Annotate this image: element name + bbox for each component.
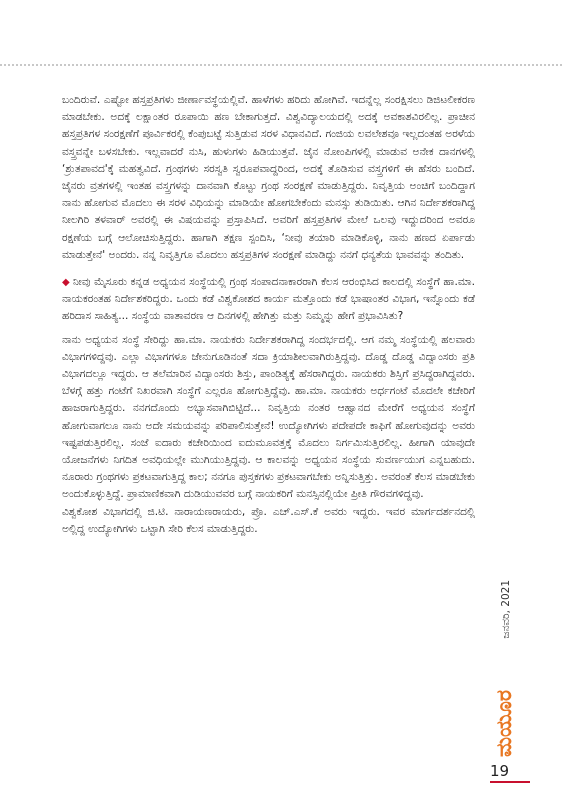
issue-date: ಜನವರಿ, 2021 <box>500 580 512 639</box>
paragraph-answer-3: ವಿಶ್ವಕೋಶ ವಿಭಾಗದಲ್ಲಿ ಜಿ.ಟಿ. ನಾರಾಯಣರಾಯರು, ಪ್ರೊ. ಎಚ್.ಎಸ್.ಕೆ ಅವರು ಇದ್ದರು. ಇವರ ಮಾರ್ಗದರ್ಶನದಲ್ಲಿ ಅಲ್ಲಿದ್ದ ಉದ್ಯೋಗಿಗಳು ಒಟ್ಟಾಗಿ ಸೇರಿ ಕೆಲಸ ಮಾಡುತ್ತಿದ್ದರು. <box>62 505 475 535</box>
question-text: ನೀವು ಮೈಸೂರು ಕನ್ನಡ ಅಧ್ಯಯನ ಸಂಸ್ಥೆಯಲ್ಲಿ ಗ್ರಂಥ ಸಂಪಾದನಾಕಾರರಾಗಿ ಕೆಲಸ ಆರಂಭಿಸಿದ ಕಾಲದಲ್ಲಿ ಸಂಸ್ಥೆಗೆ ಹಾ.ಮಾ. ನಾಯಕರಂತಹ ನಿರ್ದೇಶಕರಿದ್ದರು. ಒಂದು ಕಡೆ ವಿಶ್ವಕೋಶದ ಕಾರ್ಯ ಮತ್ತೊಂದು ಕಡೆ ಭಾಷಾಂತರ ವಿಭಾಗ, ಇನ್ನೊಂದು ಕಡೆ ಹರಿದಾಸ ಸಾಹಿತ್ಯ... ಸಂಸ್ಥೆಯ ವಾತಾವರಣ ಆ ದಿನಗಳಲ್ಲಿ ಹೇಗಿತ್ತು ಮತ್ತು ನಿಮ್ಮನ್ನು ಹೇಗೆ ಪ್ರಭಾವಿಸಿತು? <box>62 276 475 323</box>
page-number-underline <box>490 781 530 783</box>
paragraph-answer-2: ನಾನು ಅಧ್ಯಯನ ಸಂಸ್ಥೆ ಸೇರಿದ್ದು ಹಾ.ಮಾ. ನಾಯಕರು ನಿರ್ದೇಶಕರಾಗಿದ್ದ ಸಂದರ್ಭದಲ್ಲಿ. ಆಗ ನಮ್ಮ ಸಂಸ್ಥೆಯಲ್ಲಿ ಹಲವಾರು ವಿಭಾಗಗಳಿದ್ದವು. ಎಲ್ಲಾ ವಿಭಾಗಗಳೂ ಜೇನುಗೂಡಿನಂತೆ ಸದಾ ಕ್ರಿಯಾಶೀಲವಾಗಿರುತ್ತಿದ್ದವು. ದೊಡ್ಡ ದೊಡ್ಡ ವಿದ್ವಾಂಸರು ಪ್ರತಿ ವಿಭಾಗದಲ್ಲೂ ಇದ್ದರು. ಆ ತಲೆಮಾರಿನ ವಿದ್ವಾಂಸರು ಶಿಸ್ತು, ಪಾಂಡಿತ್ಯಕ್ಕೆ ಹೆಸರಾಗಿದ್ದರು. ನಾಯಕರು ಶಿಸ್ತಿಗೆ ಪ್ರಸಿದ್ಧರಾಗಿದ್ದವರು. ಬೆಳಗ್ಗೆ ಹತ್ತು ಗಂಟೆಗೆ ನಿಖರವಾಗಿ ಸಂಸ್ಥೆಗೆ ಎಲ್ಲರೂ ಹೋಗುತ್ತಿದ್ದೆವು. ಹಾ.ಮಾ. ನಾಯಕರು ಅರ್ಧಗಂಟೆ ಮೊದಲೇ ಕಚೇರಿಗೆ ಹಾಜರಾಗುತ್ತಿದ್ದರು. ನನಗದೊಂದು ಅಭ್ಯಾಸವಾಗಿಬಿಟ್ಟಿದೆ... ನಿವೃತ್ತಿಯ ನಂತರ ಆಹ್ವಾನದ ಮೇರೆಗೆ ಅಧ್ಯಯನ ಸಂಸ್ಥೆಗೆ ಹೋಗುವಾಗಲೂ ನಾನು ಅದೇ ಸಮಯವನ್ನು ಪರಿಪಾಲಿಸುತ್ತೇನೆ! ಉದ್ಯೋಗಿಗಳು ಪದೇಪದೇ ಕಾಫಿಗೆ ಹೋಗುವುದನ್ನು ಅವರು ಇಷ್ಟಪಡುತ್ತಿರಲಿಲ್ಲ. ಸಂಜೆ ಐದಾರು ಕಚೇರಿಯಿಂದ ಐದುಮೂವತ್ತಕ್ಕೆ ಮೊದಲು ನಿರ್ಗಮಿಸುತ್ತಿರಲಿಲ್ಲ. ಹೀಗಾಗಿ ಯಾವುದೇ ಯೋಜನೆಗಳು ನಿಗದಿತ ಅವಧಿಯಲ್ಲೇ ಮುಗಿಯುತ್ತಿದ್ದವು. ಆ ಕಾಲವನ್ನು ಅಧ್ಯಯನ ಸಂಸ್ಥೆಯ ಸುವರ್ಣಯುಗ ಎನ್ನಬಹುದು. ನೂರಾರು ಗ್ರಂಥಗಳು ಪ್ರಕಟವಾಗುತ್ತಿದ್ದ ಕಾಲ; ನನಗೂ ಪುಸ್ತಕಗಳು ಪ್ರಕಟವಾಗಬೇಕು ಅನ್ನಿಸುತ್ತಿತ್ತು. ಅವರಂತೆ ಕೆಲಸ ಮಾಡಬೇಕು ಅಂದುಕೊಳ್ಳುತ್ತಿದ್ದೆ. ಪ್ರಾಮಾಣಿಕವಾಗಿ ದುಡಿಯುವವರ ಬಗ್ಗೆ ನಾಯಕರಿಗೆ ಮನಸ್ಸಿನಲ್ಲಿಯೇ ಪ್ರೀತಿ ಗೌರವಗಳಿದ್ದವು. <box>62 333 475 501</box>
top-dotted-divider <box>0 64 562 66</box>
diamond-bullet-icon: ◆ <box>62 277 70 289</box>
page-number: 19 <box>490 762 510 780</box>
paragraph-answer-1: ಬಂದಿರುವೆ. ಎಷ್ಟೋ ಹಸ್ತಪ್ರತಿಗಳು ಜೀರ್ಣಾವಸ್ಥೆಯಲ್ಲಿವೆ. ಹಾಳೆಗಳು ಹರಿದು ಹೋಗಿವೆ. ಇದನ್ನೆಲ್ಲ ಸಂರಕ್ಷಿಸಲು ಡಿಜಿಟಲೀಕರಣ ಮಾಡಬೇಕು. ಅದಕ್ಕೆ ಲಕ್ಷಾಂತರ ರೂಪಾಯಿ ಹಣ ಬೇಕಾಗುತ್ತದೆ. ವಿಶ್ವವಿದ್ಯಾಲಯದಲ್ಲಿ ಅದಕ್ಕೆ ಅವಕಾಶವಿರಲಿಲ್ಲ. ಪ್ರಾಚೀನ ಹಸ್ತಪ್ರತಿಗಳ ಸಂರಕ್ಷಣೆಗೆ ಪೂರ್ವಿಕರಲ್ಲಿ ಕೆಂಪುಬಟ್ಟೆ ಸುತ್ತಿಡುವ ಸರಳ ವಿಧಾನವಿದೆ. ಗಂಜಿಯ ಲವಲೇಶವೂ ಇಲ್ಲದಂತಹ ಅರಳೆಯ ವಸ್ತ್ರವನ್ನೇ ಬಳಸಬೇಕು. ಇಲ್ಲವಾದರೆ ನುಸಿ, ಹುಳುಗಳು ಹಿಡಿಯುತ್ತವೆ. ಜೈನ ನೋಂಪಿಗಳಲ್ಲಿ ಮಾಡುವ ಅನೇಕ ದಾನಗಳಲ್ಲಿ ‘ಶ್ರುತಪಾವದ'ಕ್ಕೆ ಮಹತ್ವವಿದೆ. ಗ್ರಂಥಗಳು ಸರಸ್ವತಿ ಸ್ವರೂಪವಾದ್ದರಿಂದ, ಅದಕ್ಕೆ ತೊಡಿಸುವ ವಸ್ತ್ರಗಳಿಗೆ ಈ ಹೆಸರು ಬಂದಿದೆ. ಜೈನರು ವ್ರತಗಳಲ್ಲಿ ಇಂತಹ ವಸ್ತ್ರಗಳನ್ನು ದಾನವಾಗಿ ಕೊಟ್ಟು ಗ್ರಂಥ ಸಂರಕ್ಷಣೆ ಮಾಡುತ್ತಿದ್ದರು. ನಿವೃತ್ತಿಯ ಅಂಚಿಗೆ ಬಂದಿದ್ದಾಗ ನಾನು ಹೋಗುವ ಮೊದಲು ಈ ಸರಳ ವಿಧಿಯನ್ನು ಮಾಡಿಯೇ ಹೋಗಬೇಕೆಂದು ಮನಸ್ಸು ತುಡಿಯಿತು. ಆಗಿನ ನಿರ್ದೇಶಕರಾಗಿದ್ದ ನೀಲಗಿರಿ ತಳವಾರ್ ಅವರಲ್ಲಿ ಈ ವಿಷಯವನ್ನು ಪ್ರಸ್ತಾಪಿಸಿದೆ. ಅವರಿಗೆ ಹಸ್ತಪ್ರತಿಗಳ ಮೇಲೆ ಒಲವು ಇದ್ದುದರಿಂದ ಅವರೂ ರಕ್ಷಣೆಯ ಬಗ್ಗೆ ಆಲೋಚಿಸುತ್ತಿದ್ದರು. ಹಾಗಾಗಿ ತಕ್ಷಣ ಸ್ಪಂದಿಸಿ, ‘ನೀವು ತಯಾರಿ ಮಾಡಿಕೊಳ್ಳಿ, ನಾನು ಹಣದ ಏರ್ಪಾಡು ಮಾಡುತ್ತೇನೆ' ಅಂದರು. ನನ್ನ ನಿವೃತ್ತಿಗೂ ಮೊದಲು ಹಸ್ತಪ್ರತಿಗಳ ಸಂರಕ್ಷಣೆ ಮಾಡಿದ್ದು ನನಗೆ ಧನ್ಯತೆಯ ಭಾವವನ್ನು ತಂದಿತು. <box>62 94 475 261</box>
magazine-logo: ಮಯೂರ <box>492 690 516 757</box>
article-body <box>62 92 475 538</box>
interview-question <box>62 274 475 326</box>
